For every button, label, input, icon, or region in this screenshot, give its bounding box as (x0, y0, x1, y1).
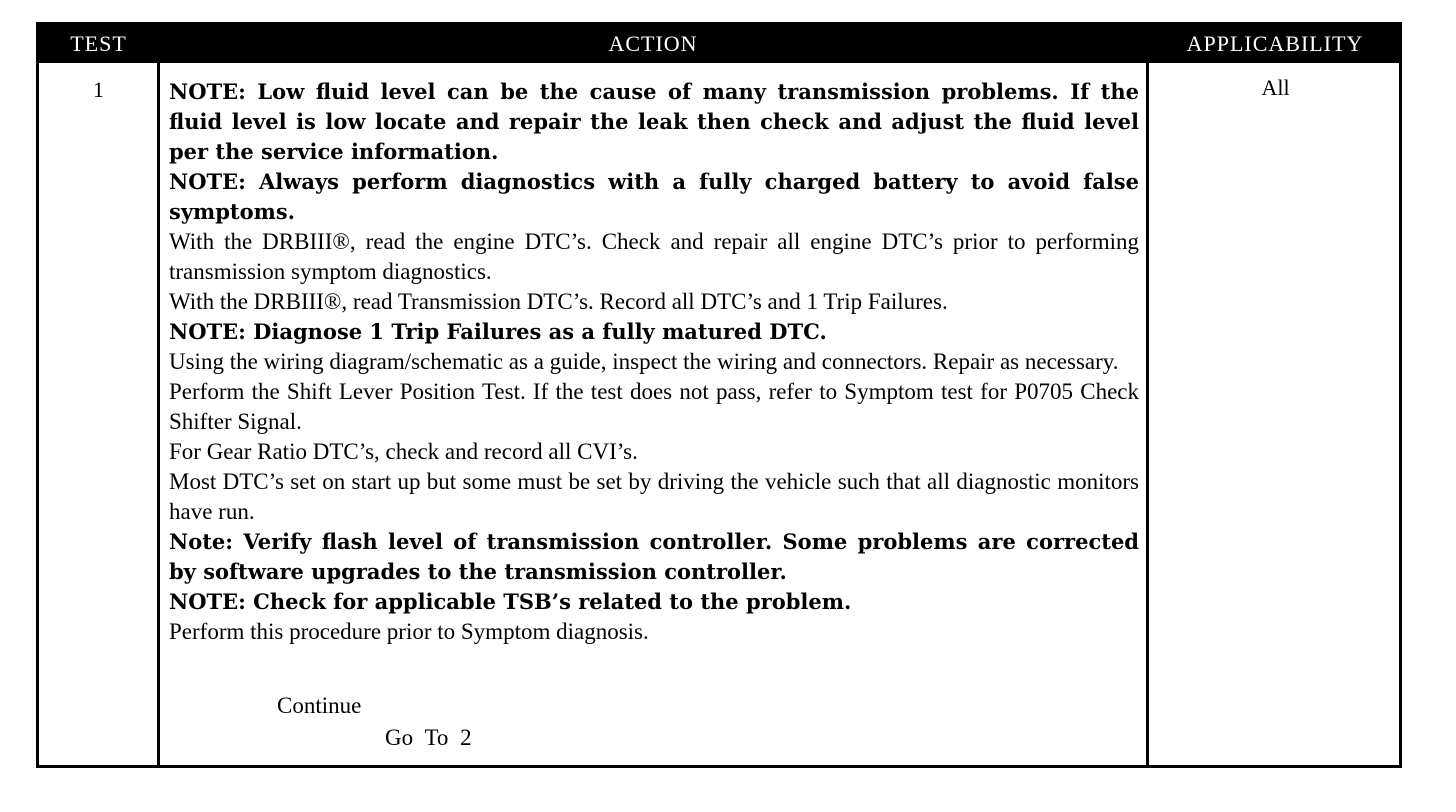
test-number: 1 (93, 77, 104, 102)
action-cell (169, 77, 1139, 647)
action-paragraph: With the DRBIII®, read the engine DTC’s. Check and repair all engine DTC’s prior to performing transmission symptom diagnostics. (169, 229, 1139, 284)
action-paragraph: Using the wiring diagram/schematic as a guide, inspect the wiring and connectors. Repair as necessary. (169, 349, 1119, 374)
header-applicability: APPLICABILITY (1186, 31, 1364, 56)
action-paragraph: Most DTC’s set on start up but some must be set by driving the vehicle such that all diagnostic monitors have run. (169, 469, 1139, 524)
goto-link[interactable] (385, 725, 472, 751)
action-paragraph: NOTE: Always perform diagnostics with a fully charged battery to avoid false symptoms. (169, 169, 1139, 224)
header-test: TEST (70, 31, 127, 56)
action-paragraph: With the DRBIII®, read Transmission DTC’s. Record all DTC’s and 1 Trip Failures. (169, 289, 948, 314)
goto-label: Go To (385, 725, 449, 750)
action-paragraph: NOTE: Check for applicable TSB’s related to the problem. (169, 589, 852, 614)
action-paragraph: Note: Verify flash level of transmission controller. Some problems are corrected by software upgrades to the transmission controller. (169, 529, 1139, 584)
applicability-value: All (1261, 75, 1290, 100)
table-row (39, 63, 1399, 765)
column-divider (1146, 63, 1149, 765)
action-paragraph: NOTE: Diagnose 1 Trip Failures as a fully matured DTC. (169, 319, 827, 344)
column-divider (157, 63, 160, 765)
action-paragraph: Perform this procedure prior to Symptom diagnosis. (169, 619, 649, 644)
action-paragraph: For Gear Ratio DTC’s, check and record all CVI’s. (169, 439, 638, 464)
table-header (39, 25, 1399, 63)
goto-target: 2 (460, 725, 472, 750)
action-paragraph: Perform the Shift Lever Position Test. If the test does not pass, refer to Symptom test for P0705 Check Shifter Signal. (169, 379, 1139, 434)
header-action: ACTION (608, 31, 698, 56)
continue-label: Continue (277, 693, 362, 718)
diagnostic-table (36, 22, 1402, 768)
action-paragraph: NOTE: Low fluid level can be the cause of many transmission problems. If the fluid level is low locate and repair the leak then check and adjust the fluid level per the service information. (169, 79, 1139, 164)
